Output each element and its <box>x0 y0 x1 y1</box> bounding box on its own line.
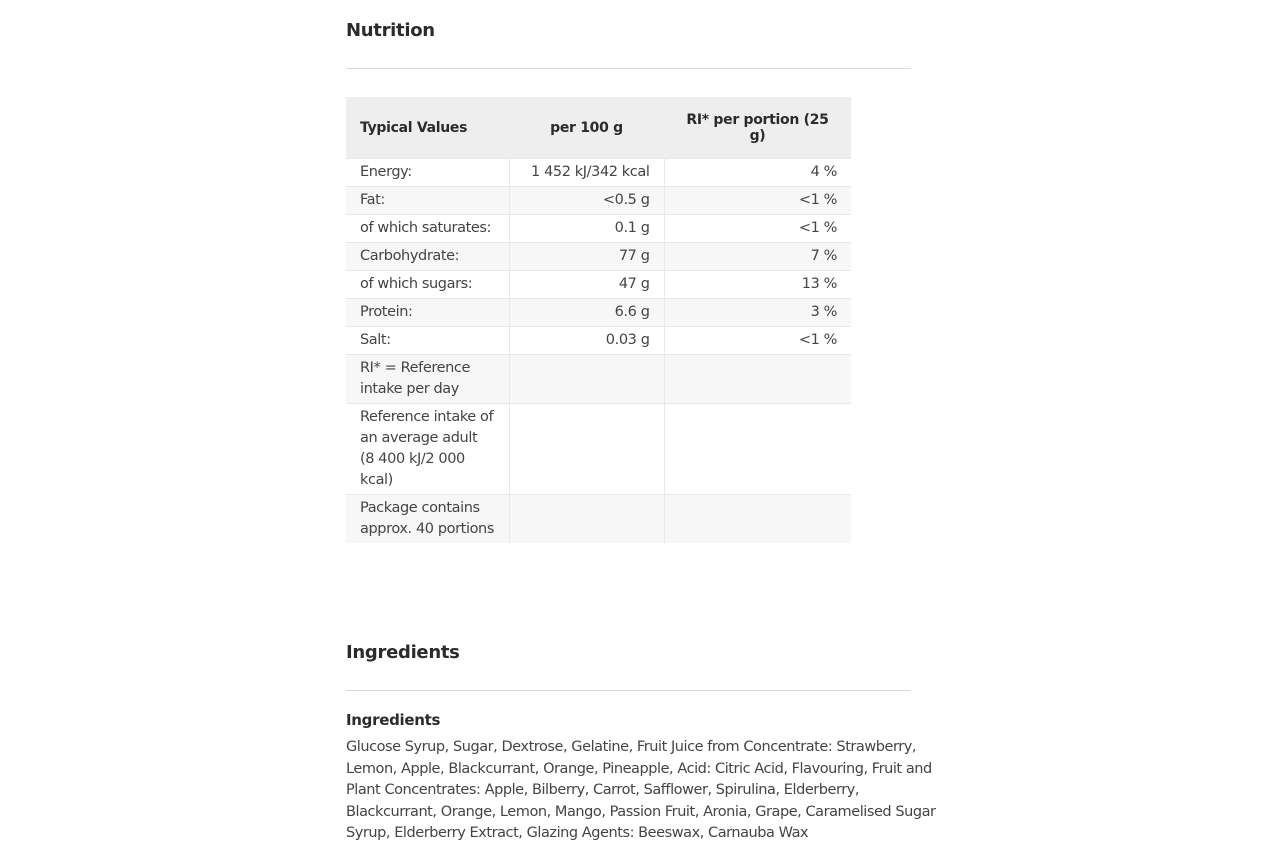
table-row <box>346 495 851 544</box>
row-ri-per-portion: <1 % <box>664 327 851 355</box>
row-per-100g: 47 g <box>509 271 664 299</box>
table-row <box>346 327 851 355</box>
row-per-100g: 0.1 g <box>509 215 664 243</box>
row-label: Carbohydrate: <box>346 243 509 271</box>
table-row <box>346 271 851 299</box>
table-row <box>346 355 851 404</box>
table-row <box>346 243 851 271</box>
row-label: RI* = Reference intake per day <box>346 355 509 404</box>
row-ri-per-portion: 7 % <box>664 243 851 271</box>
column-header-typical-values: Typical Values <box>346 97 509 159</box>
column-header-per-100g: per 100 g <box>509 97 664 159</box>
row-label: Energy: <box>346 159 509 187</box>
row-per-100g: <0.5 g <box>509 187 664 215</box>
row-label: Protein: <box>346 299 509 327</box>
row-ri-per-portion: 13 % <box>664 271 851 299</box>
row-label: Fat: <box>346 187 509 215</box>
row-label: Reference intake of an average adult (8 400 kJ/2 000 kcal) <box>346 404 509 495</box>
table-row <box>346 159 851 187</box>
nutrition-section-title: Nutrition <box>346 20 435 41</box>
ingredients-subheading: Ingredients <box>346 711 441 729</box>
row-per-100g: 0.03 g <box>509 327 664 355</box>
row-ri-per-portion <box>664 404 851 495</box>
nutrition-divider <box>346 68 911 69</box>
nutrition-table <box>346 97 851 543</box>
row-per-100g: 6.6 g <box>509 299 664 327</box>
column-header-ri-per-portion: RI* per portion (25 g) <box>664 97 851 159</box>
row-per-100g: 77 g <box>509 243 664 271</box>
row-ri-per-portion: <1 % <box>664 187 851 215</box>
ingredients-section-title: Ingredients <box>346 642 460 663</box>
row-per-100g: 1 452 kJ/342 kcal <box>509 159 664 187</box>
row-label: Salt: <box>346 327 509 355</box>
table-row <box>346 404 851 495</box>
table-row <box>346 299 851 327</box>
row-ri-per-portion <box>664 495 851 544</box>
row-per-100g <box>509 404 664 495</box>
row-per-100g <box>509 355 664 404</box>
row-label: Package contains approx. 40 portions <box>346 495 509 544</box>
table-row <box>346 215 851 243</box>
row-ri-per-portion: 3 % <box>664 299 851 327</box>
nutrition-table-header-row <box>346 97 851 159</box>
row-ri-per-portion: 4 % <box>664 159 851 187</box>
row-label: of which saturates: <box>346 215 509 243</box>
row-per-100g <box>509 495 664 544</box>
ingredients-divider <box>346 690 911 691</box>
ingredients-list-text: Glucose Syrup, Sugar, Dextrose, Gelatine, Fruit Juice from Concentrate: Strawberry, Lemon, Apple, Blackcurrant, Orange, Pineapple, Acid: Citric Acid, Flavouring, Fruit and Plant Concentrates: Apple, Bilberry, Carrot, Safflower, Spirulina, Elderberry, Blackcurrant, Orange, Lemon, Mango, Passion Fruit, Aronia, Grape, Caramelised Sugar Syrup, Elderberry Extract, Glazing Agents: Beeswax, Carnauba Wax <box>346 739 936 841</box>
row-label: of which sugars: <box>346 271 509 299</box>
row-ri-per-portion <box>664 355 851 404</box>
row-ri-per-portion: <1 % <box>664 215 851 243</box>
table-row <box>346 187 851 215</box>
